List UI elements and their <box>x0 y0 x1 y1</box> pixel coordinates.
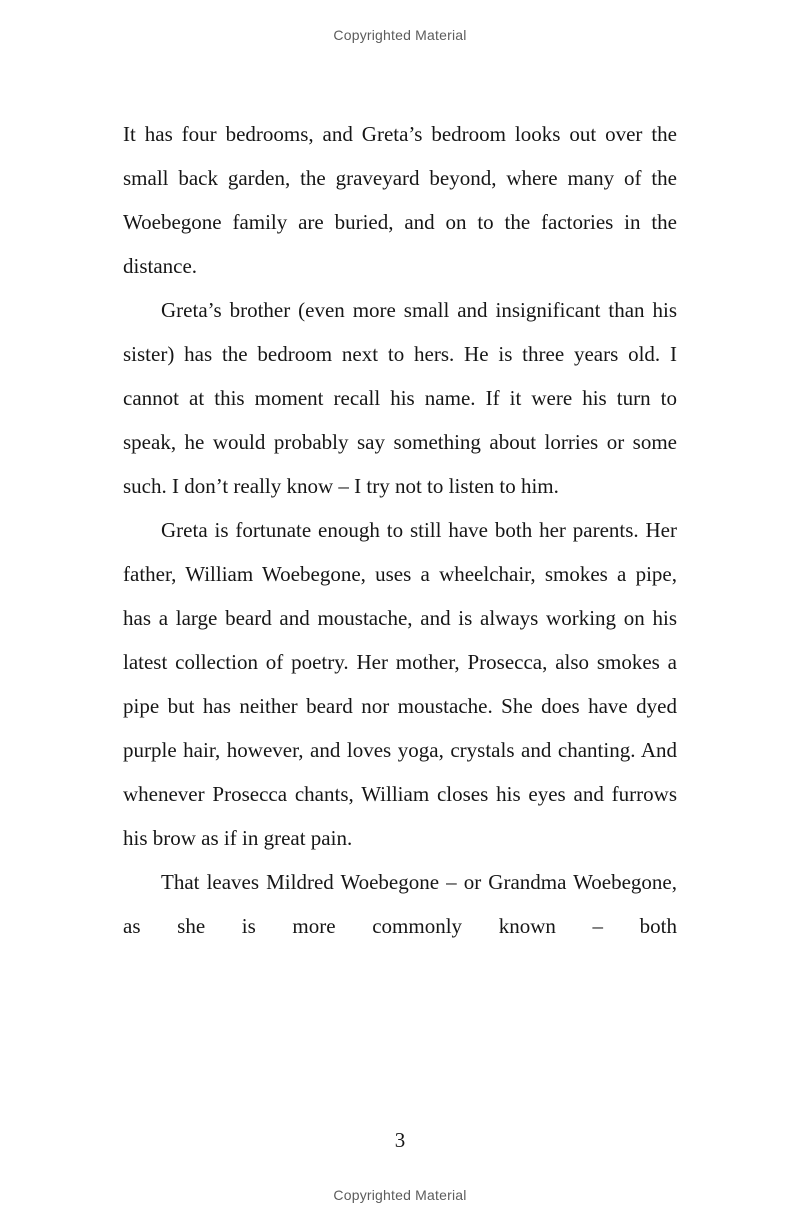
copyright-notice-top: Copyrighted Material <box>333 27 467 43</box>
paragraph-3: Greta is fortunate enough to still have both her parents. Her father, William Woebegone, uses a wheelchair, smokes a pipe, has a large beard and moustache, and is always working on his latest collection of poetry. Her mother, Prosecca, also smokes a pipe but has neither beard nor moustache. She does have dyed purple hair, however, and loves yoga, crystals and chanting. And whenever Prosecca chants, William closes his eyes and furrows his brow as if in great pain. <box>123 518 677 850</box>
paragraph-1: It has four bedrooms, and Greta’s bedroom looks out over the small back garden, the graveyard beyond, where many of the Woebegone family are buried, and on to the factories in the distance. <box>123 122 677 278</box>
paragraph-2: Greta’s brother (even more small and insignificant than his sister) has the bedroom next to hers. He is three years old. I cannot at this moment recall his name. If it were his turn to speak, he would probably say something about lorries or some such. I don’t really know – I try not to listen to him. <box>123 298 677 498</box>
page-number: 3 <box>394 1128 406 1152</box>
page-text <box>123 112 677 948</box>
copyright-notice-bottom: Copyrighted Material <box>333 1187 467 1203</box>
paragraph-4: That leaves Mildred Woebegone – or Grandma Woebegone, as she is more commonly known – both <box>123 870 677 938</box>
